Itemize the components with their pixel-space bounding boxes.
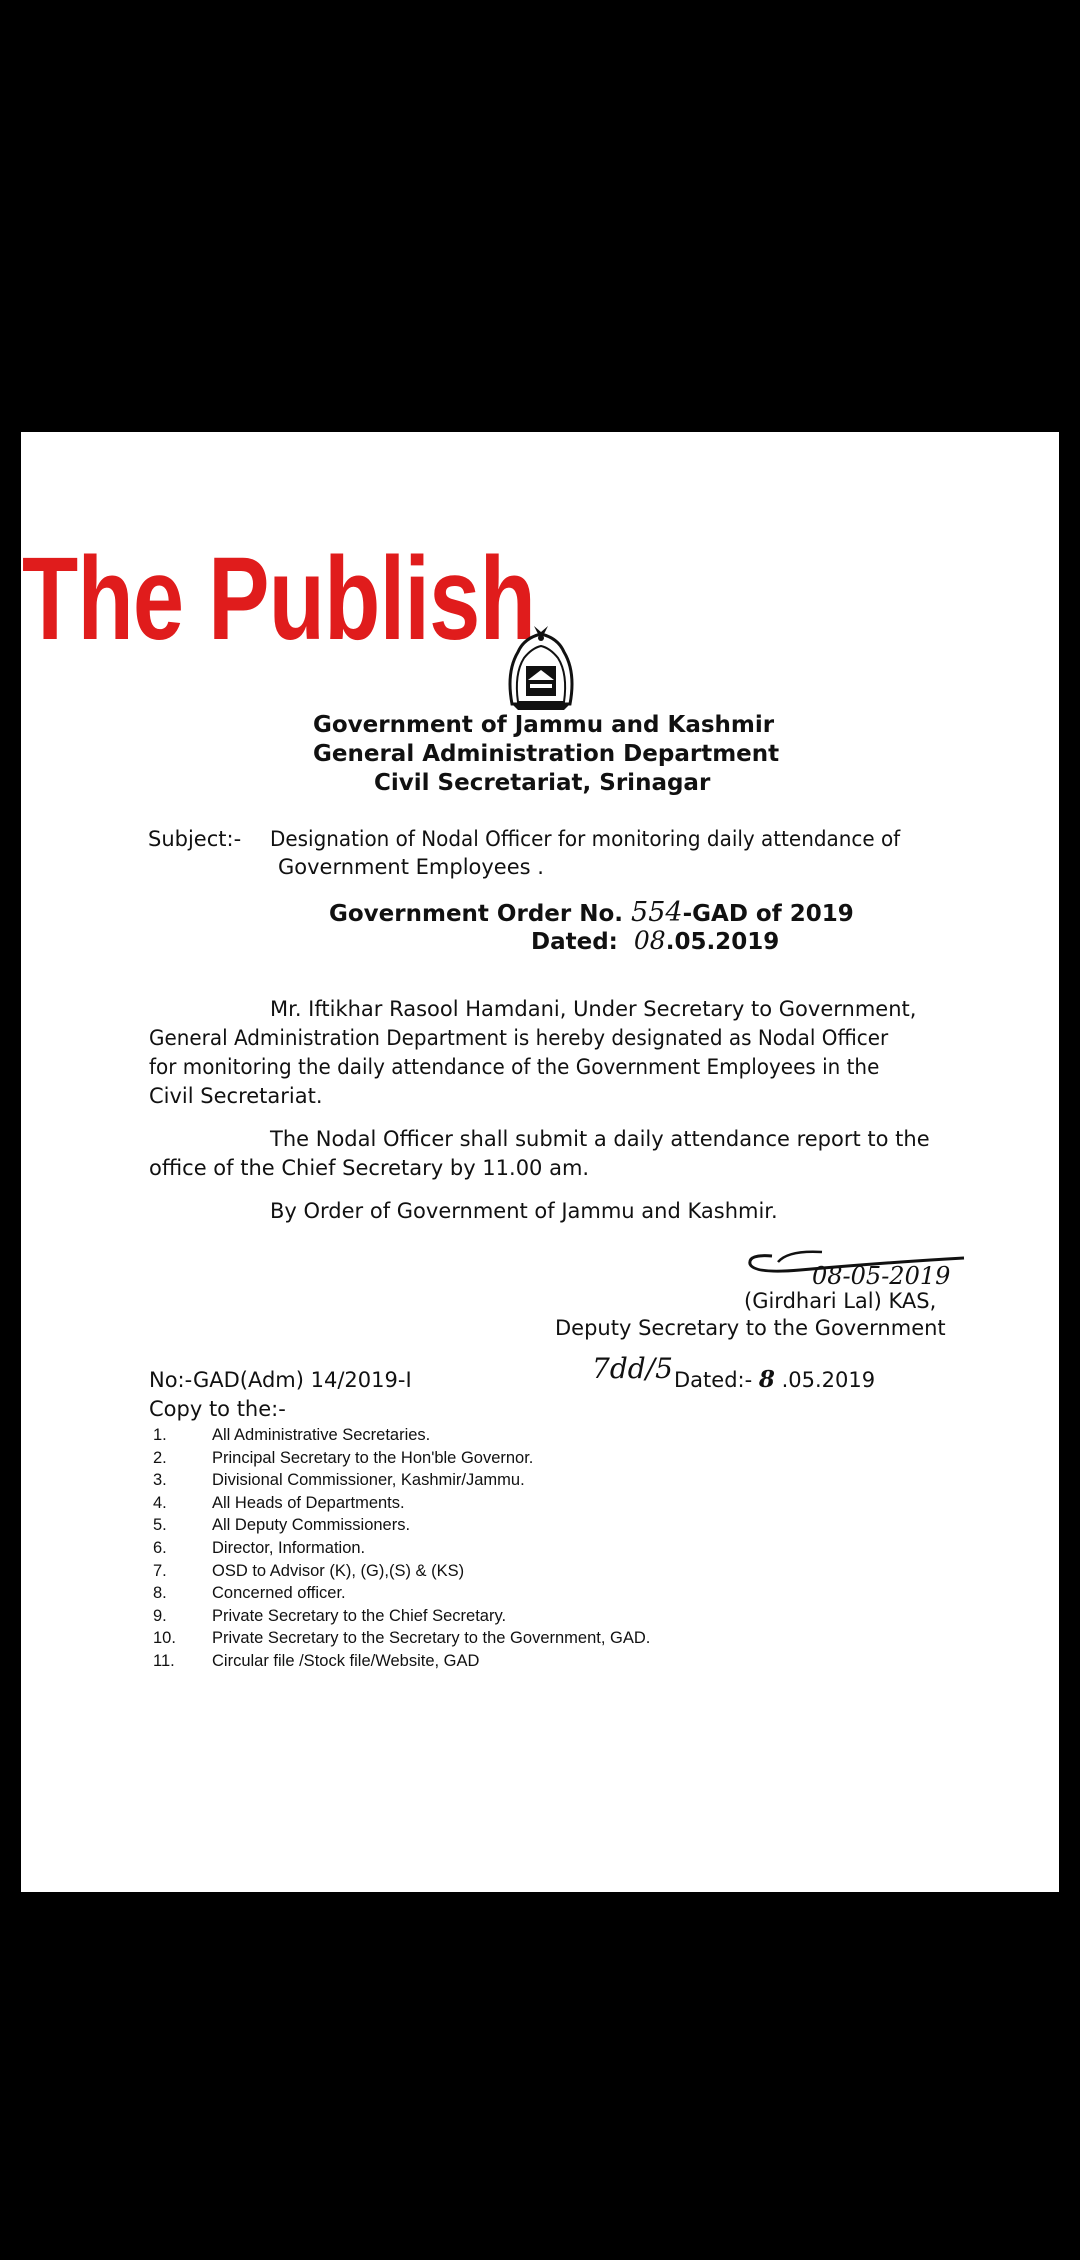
header-line-2: General Administration Department	[313, 741, 780, 767]
copy-to-label: Copy to the:-	[149, 1397, 286, 1421]
reference-dated-line	[674, 1366, 875, 1393]
reference-dated-label: Dated:-	[674, 1368, 753, 1392]
list-item-number: 6.	[153, 1538, 167, 1557]
list-item-number: 2.	[153, 1448, 167, 1467]
list-item-text: Private Secretary to the Chief Secretary.	[212, 1606, 507, 1625]
order-dated-label: Dated:	[531, 929, 618, 955]
order-number-handwritten: 554	[631, 897, 683, 928]
header-line-1: Government of Jammu and Kashmir	[313, 712, 775, 738]
watermark-text: The Publish	[22, 533, 536, 665]
header-line-3: Civil Secretariat, Srinagar	[374, 770, 711, 796]
order-number-line	[329, 897, 854, 928]
order-suffix: -GAD of 2019	[682, 901, 854, 927]
list-item-number: 9.	[153, 1606, 167, 1625]
body-p1-line-4: Civil Secretariat.	[149, 1084, 323, 1108]
body-p1-line-1: Mr. Iftikhar Rasool Hamdani, Under Secretary to Government,	[270, 997, 917, 1021]
reference-number: No:-GAD(Adm) 14/2019-I	[149, 1368, 412, 1392]
body-p1-line-3: for monitoring the daily attendance of the Government Employees in the	[149, 1055, 880, 1079]
order-dated-rest: .05.2019	[665, 929, 780, 955]
order-prefix: Government Order No.	[329, 901, 624, 927]
subject-label: Subject:-	[148, 827, 242, 851]
list-item-text: Director, Information.	[212, 1538, 366, 1557]
reference-initials-handwritten: 7dd/5	[592, 1352, 673, 1385]
body-p2-line-1: The Nodal Officer shall submit a daily attendance report to the	[270, 1127, 930, 1151]
body-p2-line-2: office of the Chief Secretary by 11.00 am.	[149, 1156, 590, 1180]
state-emblem-icon	[504, 622, 578, 712]
signatory-name: (Girdhari Lal) KAS,	[744, 1289, 937, 1313]
list-item-number: 3.	[153, 1471, 167, 1490]
body-p3: By Order of Government of Jammu and Kashmir.	[270, 1199, 778, 1223]
list-item-text: All Administrative Secretaries.	[212, 1426, 431, 1444]
list-item-number: 5.	[153, 1516, 167, 1535]
list-item-text: All Deputy Commissioners.	[212, 1516, 411, 1535]
list-item-number: 4.	[153, 1493, 167, 1512]
list-item-text: Private Secretary to the Secretary to the Government, GAD.	[212, 1629, 651, 1648]
list-item-text: Circular file /Stock file/Website, GAD	[212, 1651, 480, 1670]
signature-date-handwritten: 08-05-2019	[812, 1262, 951, 1290]
list-item-text: Principal Secretary to the Hon'ble Governor.	[212, 1448, 534, 1467]
list-item-text: OSD to Advisor (K), (G),(S) & (KS)	[212, 1561, 465, 1580]
list-item-number: 8.	[153, 1584, 167, 1603]
list-item-number: 10.	[153, 1629, 176, 1648]
list-item-number: 7.	[153, 1561, 167, 1580]
list-item-text: Divisional Commissioner, Kashmir/Jammu.	[212, 1471, 525, 1490]
list-item-text: All Heads of Departments.	[212, 1493, 405, 1512]
list-item-text: Concerned officer.	[212, 1584, 346, 1603]
order-dated-handwritten: 08	[633, 926, 666, 955]
subject-line-1: Designation of Nodal Officer for monitoring daily attendance of	[270, 827, 901, 851]
body-p1-line-2: General Administration Department is hereby designated as Nodal Officer	[149, 1026, 889, 1050]
list-item-number: 11.	[153, 1651, 175, 1670]
reference-dated-handwritten: 8	[758, 1366, 775, 1393]
subject-line-2: Government Employees .	[278, 855, 544, 879]
reference-dated-rest: .05.2019	[781, 1368, 876, 1392]
list-item-number: 1.	[153, 1426, 167, 1444]
order-dated-line	[531, 926, 779, 955]
signatory-designation: Deputy Secretary to the Government	[555, 1316, 946, 1340]
